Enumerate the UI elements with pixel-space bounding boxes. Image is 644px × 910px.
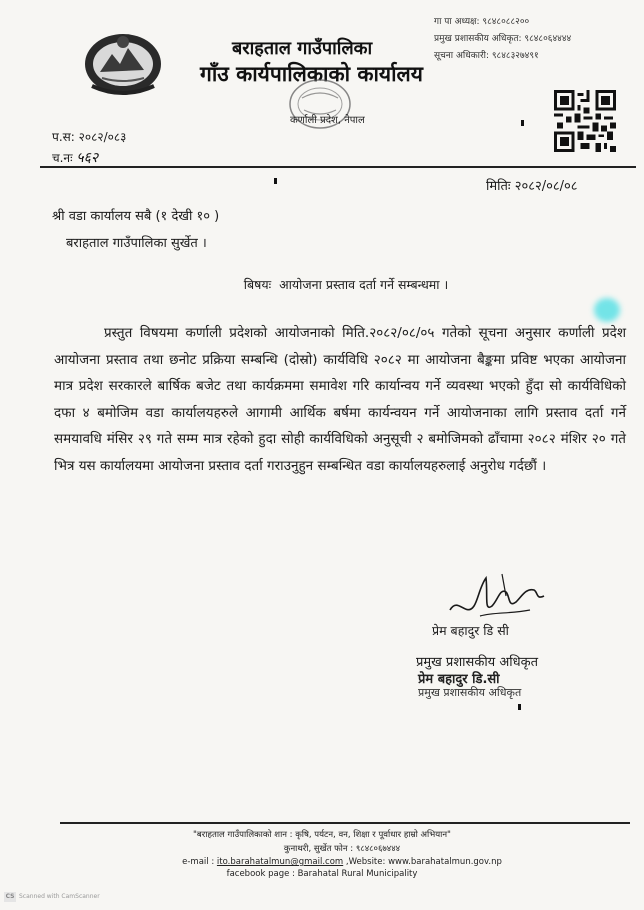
header-divider <box>40 166 636 168</box>
name-stamp: प्रेम बहादुर डि.सी <box>418 672 500 687</box>
letter-number-value: २०८२/०८३ <box>78 130 127 144</box>
highlighter-mark <box>594 298 620 322</box>
scan-speck <box>518 704 521 710</box>
contact-cao: प्रमुख प्रशासकीय अधिकृत: ९८४८०६४४४४ <box>434 34 572 44</box>
email-label: e-mail : <box>182 857 215 867</box>
municipality-name: बराहताल गाउँपालिका <box>232 38 373 59</box>
email-link[interactable]: ito.barahatalmun@gmail.com <box>216 857 344 867</box>
footer-address: कुनाथरी, सुर्खेत फोन : ९८४८०६७४४४ <box>283 844 401 854</box>
contact-chairperson: गा पा अध्यक्ष: ९८४८०८८२०० <box>434 17 530 27</box>
contact-list <box>434 14 571 65</box>
letter-date <box>486 176 578 194</box>
office-stamp-icon <box>262 74 382 146</box>
body-paragraph: प्रस्तुत विषयमा कर्णाली प्रदेशको आयोजनाको मिति.२०८२/०८/०५ गतेको सूचना अनुसार कर्णाली प्रदेश आयोजना प्रस्ताव तथा छनोट प्रक्रिया सम्बन्धि (दोस्रो) कार्यविधि २०८२ मा आयोजना बैङ्कमा प्रविष्ट भएका आयोजना मात्र प्रदेश सरकारले बार्षिक बजेट तथा कार्यक्रममा समावेश गरि कार्यान्वय गर्ने व्यवस्था भएको हुँदा सो कार्यविधिको दफा ४ बमोजिम वडा कार्यालयहरुले आगामी आर्थिक बर्षमा कार्यन्वयन गर्ने आयोजनाका लागि प्रस्ताव दर्ता गर्ने समयावधि मंसिर २९ गते सम्म मात्र रहेको हुदा सोही कार्यविधिको अनुसूची २ बमोजिमको ढाँचामा २०८२ मंशिर २० गते भित्र यस कार्यालयमा आयोजना प्रस्ताव दर्ता गराउनुहुन सम्बन्धित वडा कार्यालयहरुलाई अनुरोध गर्दछौं । <box>54 325 626 474</box>
recipient-line-2: बराहताल गाउँपालिका सुर्खेत । <box>66 236 207 251</box>
camscanner-logo: CS <box>5 893 15 900</box>
qr-code-icon <box>554 90 616 152</box>
contact-info-officer: सूचना अधिकारी: ९८४८३२७४९१ <box>434 51 539 61</box>
footer-divider <box>60 822 630 824</box>
footer-slogan: "बराहताल गाउँपालिकाको शान : कृषि, पर्यटन, वन, शिक्षा र पूर्वाधार हाम्रो अभियान" <box>193 830 451 840</box>
designation-stamp: प्रमुख प्रशासकीय अधिकृत <box>418 686 522 699</box>
subject-line <box>0 276 644 293</box>
letter-number-label: प.स: <box>52 130 75 144</box>
subject-text: आयोजना प्रस्ताव दर्ता गर्ने सम्बन्धमा । <box>279 277 449 292</box>
office-name: गाँउ कार्यपालिकाको कार्यालय <box>200 62 423 86</box>
website-link[interactable]: www.barahatalmun.gov.np <box>388 857 502 867</box>
website-label: ,Website: <box>345 857 386 867</box>
dispatch-number-label: च.नः <box>52 151 73 165</box>
scanner-watermark <box>4 892 100 902</box>
subject-label: बिषयः <box>243 277 272 292</box>
handwritten-signature <box>440 566 550 626</box>
footer-facebook: facebook page : Barahatal Rural Municipality <box>226 869 418 879</box>
recipient-line-1: श्री वडा कार्यालय सबै (१ देखी १० ) <box>52 209 220 224</box>
dispatch-number <box>52 148 98 167</box>
nepal-emblem-icon <box>82 28 164 98</box>
stamp-text: कर्णाली प्रदेश, नेपाल <box>290 115 365 126</box>
date-label: मितिः <box>486 179 511 194</box>
letter-number <box>52 128 126 145</box>
dispatch-number-value: ५६२ <box>76 150 99 166</box>
letter-body <box>54 320 626 479</box>
date-value: २०८२/०८/०८ <box>514 179 578 194</box>
signatory-name: प्रेम बहादुर डि सी <box>432 623 509 638</box>
scanner-watermark-text: Scanned with CamScanner <box>19 893 100 900</box>
footer-contact <box>20 857 644 867</box>
signatory-designation: प्रमुख प्रशासकीय अधिकृत <box>416 655 539 670</box>
scan-speck <box>274 178 277 184</box>
scan-speck <box>521 120 524 126</box>
